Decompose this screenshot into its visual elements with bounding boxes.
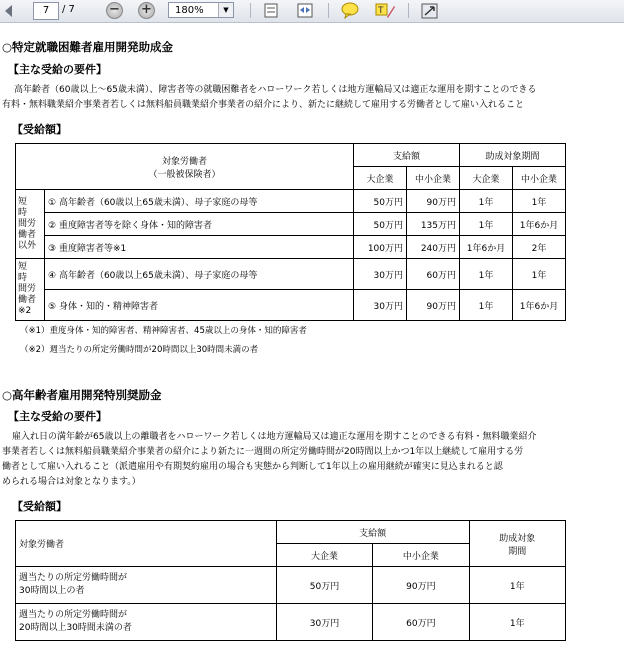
section2-table	[15, 520, 566, 641]
table-cell: 1年	[460, 190, 513, 213]
fit-width-icon[interactable]	[296, 2, 314, 19]
pdf-toolbar	[0, 0, 624, 23]
table-header-sme: 中小企業	[407, 167, 460, 190]
table-cell: 90万円	[373, 567, 469, 604]
section1-amount-heading: 【受給額】	[12, 123, 67, 136]
group-label-non-part-time: 短 時 間労 働者 以外	[16, 190, 45, 259]
zoom-value: 180%	[175, 5, 204, 16]
section2-requirements-heading: 【主な受給の要件】	[8, 410, 107, 423]
svg-text:T: T	[378, 6, 384, 16]
table-row: ⑤ 身体・知的・精神障害者	[45, 290, 354, 321]
table-cell: 1年	[460, 213, 513, 236]
table-header-period: 助成対象期間	[460, 144, 566, 167]
page-total-label: / 7	[62, 4, 75, 15]
section2-requirements-line4: められる場合は対象となります。）	[2, 477, 141, 487]
table-cell: 1年	[460, 259, 513, 290]
section1-table	[15, 143, 566, 321]
toolbar-separator	[250, 3, 251, 18]
group-label-part-time: 短 時 間労 働者 ※2	[16, 259, 45, 321]
table-header-large: 大企業	[276, 544, 372, 567]
table-header-sme: 中小企業	[373, 544, 469, 567]
comment-icon[interactable]	[340, 2, 360, 19]
table-cell: 1年	[513, 259, 566, 290]
table-cell: 60万円	[373, 604, 469, 641]
fit-page-icon[interactable]	[262, 2, 280, 19]
zoom-in-icon[interactable]: +	[138, 2, 155, 19]
table-header-target: 対象労働者 （一般被保険者）	[16, 144, 354, 190]
table-cell: 90万円	[407, 290, 460, 321]
table-row: ③ 重度障害者等※1	[45, 236, 354, 259]
table-cell: 2年	[513, 236, 566, 259]
section2-requirements-line2: 事業者若しくは無料船員職業紹介事業者の紹介により新たに一週間の所定労働時間が20時間以上かつ1年以上継続して雇用する労	[2, 447, 524, 457]
current-page-input[interactable]: 7	[33, 2, 59, 20]
table-header-large: 大企業	[460, 167, 513, 190]
expand-icon[interactable]	[420, 2, 440, 19]
table-cell: 90万円	[407, 190, 460, 213]
zoom-out-icon[interactable]: −	[106, 2, 123, 19]
table-cell: 135万円	[407, 213, 460, 236]
table-row: ② 重度障害者等を除く身体・知的障害者	[45, 213, 354, 236]
table-cell: 1年6か月	[513, 213, 566, 236]
table-header-target: 対象労働者	[16, 521, 277, 567]
table-header-payment: 支給額	[276, 521, 469, 544]
table-cell: 30万円	[354, 290, 407, 321]
table-cell: 1年	[469, 567, 565, 604]
section1-requirements-line1: 高年齢者（60歳以上～65歳未満）、障害者等の就職困難者をハローワーク若しくは地方運輸局又は適正な運用を期すことのできる	[14, 85, 537, 95]
table-header-payment: 支給額	[354, 144, 460, 167]
table-cell: 30万円	[354, 259, 407, 290]
section2-requirements-line3: 働者として雇い入れること（派遣雇用や有期契約雇用の場合も実態から判断して1年以上の雇用継続が確実に見込まれると認	[2, 462, 503, 472]
section1-requirements-heading: 【主な受給の要件】	[8, 63, 107, 76]
table-row: 週当たりの所定労働時間が 30時間以上の者	[16, 567, 277, 604]
footnote-1: （※1）重度身体・知的障害者、精神障害者、45歳以上の身体・知的障害者	[20, 326, 307, 336]
table-row: 週当たりの所定労働時間が 20時間以上30時間未満の者	[16, 604, 277, 641]
toolbar-separator	[328, 3, 329, 18]
chevron-down-icon[interactable]: ▼	[218, 3, 233, 17]
table-cell: 50万円	[354, 190, 407, 213]
table-cell: 1年	[460, 290, 513, 321]
table-cell: 240万円	[407, 236, 460, 259]
highlight-text-icon[interactable]	[374, 2, 396, 19]
table-cell: 1年6か月	[460, 236, 513, 259]
section1-requirements-line2: 有料・無料職業紹介事業者若しくは無料船員職業紹介事業者の紹介により、新たに継続して雇用する労働者として雇い入れること	[2, 100, 525, 110]
table-cell: 50万円	[276, 567, 372, 604]
table-cell: 1年	[469, 604, 565, 641]
section2-title: ○高年齢者雇用開発特別奨励金	[2, 388, 162, 402]
table-cell: 100万円	[354, 236, 407, 259]
table-cell: 60万円	[407, 259, 460, 290]
table-header-large: 大企業	[354, 167, 407, 190]
table-header-sme: 中小企業	[513, 167, 566, 190]
footnote-2: （※2）週当たりの所定労働時間が20時間以上30時間未満の者	[20, 345, 259, 355]
toolbar-separator	[408, 3, 409, 18]
section2-amount-heading: 【受給額】	[12, 500, 67, 513]
zoom-select[interactable]	[168, 2, 234, 18]
previous-page-icon[interactable]	[2, 2, 22, 19]
table-cell: 1年6か月	[513, 290, 566, 321]
table-header-period: 助成対象 期間	[469, 521, 565, 567]
section2-requirements-line1: 雇入れ日の満年齢が65歳以上の離職者をハローワーク若しくは地方運輸局又は適正な運用を期すことのできる有料・無料職業紹介	[12, 432, 537, 442]
table-cell: 50万円	[354, 213, 407, 236]
table-row: ① 高年齢者（60歳以上65歳未満）、母子家庭の母等	[45, 190, 354, 213]
table-cell: 30万円	[276, 604, 372, 641]
table-cell: 1年	[513, 190, 566, 213]
table-row: ④ 高年齢者（60歳以上65歳未満）、母子家庭の母等	[45, 259, 354, 290]
section1-title: ○特定就職困難者雇用開発助成金	[2, 40, 174, 54]
